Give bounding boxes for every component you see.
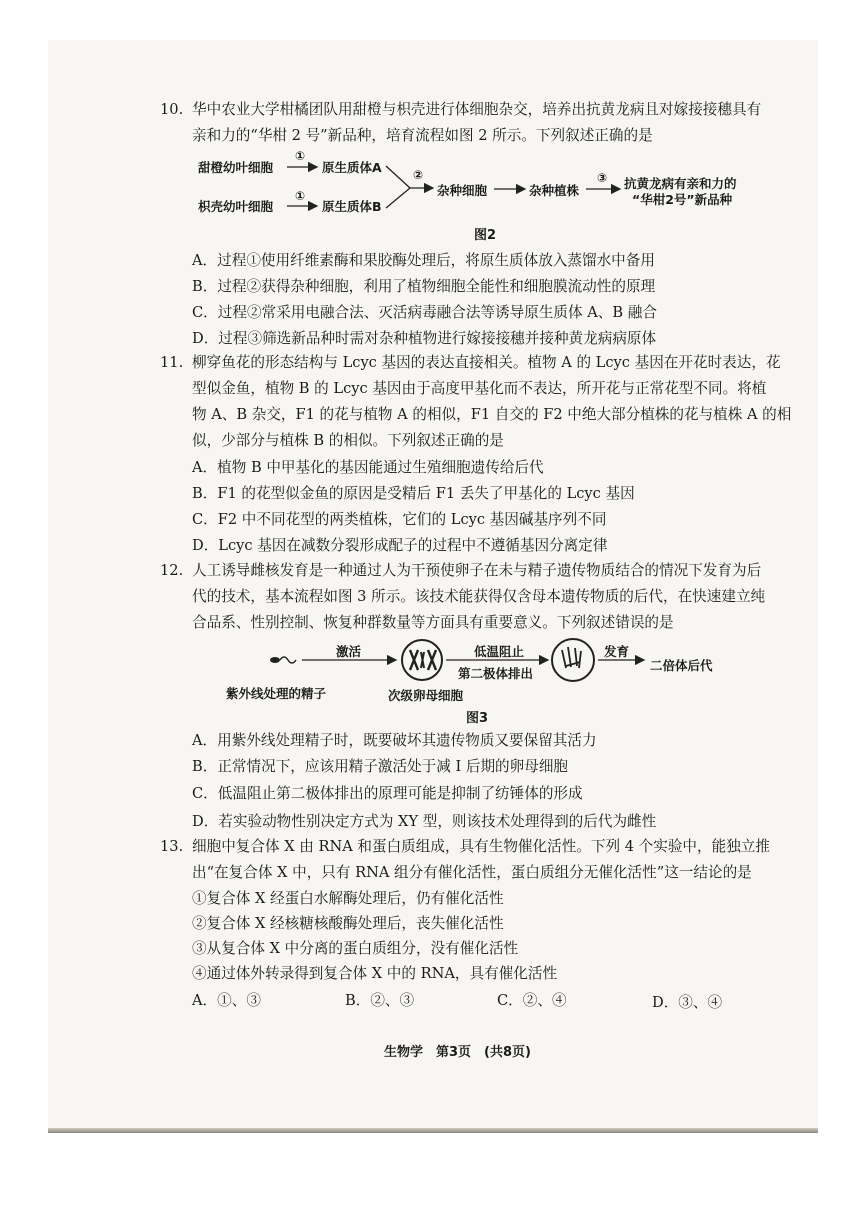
page-footer: 生物学 第3页 (共8页) [384,1045,531,1060]
fig2-step3: ③ [597,171,608,185]
fig2-step1-upper: ① [295,149,306,163]
fig2-step1-lower: ① [295,189,306,203]
q11-stem-line3: 物 A、B 杂交，F1 的花与植物 A 的相似，F1 自交的 F2 中绝大部分植株的花与植株 A 的相 [192,406,792,423]
q10-option-d: D．过程③筛选新品种时需对杂种植物进行嫁接接穗并接种黄龙病病原体 [192,330,657,347]
fig2-protoplast-b: 原生质体B [322,199,382,214]
fig3-develop-label: 发育 [604,644,630,659]
q11-option-a: A．植物 B 中甲基化的基因能通过生殖细胞遗传给后代 [192,459,544,476]
fig3-diploid-label: 二倍体后代 [650,658,713,673]
fig2-trifoliate-cell: 枳壳幼叶细胞 [198,199,274,214]
q13-experiment-2: ②复合体 X 经核糖核酸酶处理后，丧失催化活性 [192,915,504,932]
fig2-hybrid-plant: 杂种植株 [529,183,580,198]
q13-choice-b: B．②、③ [345,992,415,1009]
fig2-result-line2: “华柑2号”新品种 [632,192,733,207]
fig2-arrows [0,0,860,260]
q10-option-c: C．过程②常采用电融合法、灭活病毒融合法等诱导原生质体 A、B 融合 [192,304,657,321]
fig2-result-line1: 抗黄龙病有亲和力的 [624,176,737,191]
q12-option-b: B．正常情况下，应该用精子激活处于减 I 后期的卵母细胞 [192,758,569,775]
fig2-caption: 图2 [474,228,497,243]
cell-icon [552,639,594,681]
q10-number: 10. [160,101,184,118]
q13-experiment-4: ④通过体外转录得到复合体 X 中的 RNA，具有催化活性 [192,965,558,982]
fig3-second-polar-label: 第二极体排出 [458,666,534,681]
q13-number: 13. [160,838,184,855]
q11-option-d: D．Lcyc 基因在减数分裂形成配子的过程中不遵循基因分离定律 [192,537,608,554]
q10-option-a: A．过程①使用纤维素酶和果胶酶处理后，将原生质体放入蒸馏水中备用 [192,252,655,269]
q13-experiment-3: ③从复合体 X 中分离的蛋白质组分，没有催化活性 [192,940,519,957]
q12-option-d: D．若实验动物性别决定方式为 XY 型，则该技术处理得到的后代为雌性 [192,813,657,830]
q10-option-b: B．过程②获得杂种细胞，利用了植物细胞全能性和细胞膜流动性的原理 [192,278,656,295]
q12-option-a: A．用紫外线处理精子时，既要破坏其遗传物质又要保留其活力 [192,732,597,749]
q11-stem-line2: 型似金鱼，植物 B 的 Lcyc 基因由于高度甲基化而不表达，所开花与正常花型不同。将植 [192,380,767,397]
q13-stem-line2: 出“在复合体 X 中，只有 RNA 组分有催化活性，蛋白质组分无催化活性”这一结论的是 [192,864,752,881]
fig2-orange-cell: 甜橙幼叶细胞 [198,160,274,175]
q11-number: 11. [160,354,184,371]
q10-stem-line1: 华中农业大学柑橘团队用甜橙与枳壳进行体细胞杂交，培养出抗黄龙病且对嫁接接穗具有 [192,101,762,118]
fig3-uv-sperm-label: 紫外线处理的精子 [226,686,327,701]
fig3-low-temp-label: 低温阻止 [474,644,525,659]
fig2-step2: ② [413,168,424,182]
q12-stem-line2: 代的技术，基本流程如图 3 所示。该技术能获得仅含母本遗传物质的后代，在快速建立纯 [192,588,766,605]
q13-choice-d: D．③、④ [652,994,723,1011]
fig2-merge-lines [386,166,410,208]
scan-bottom-edge [48,1128,818,1133]
q12-option-c: C．低温阻止第二极体排出的原理可能是抑制了纺锤体的形成 [192,785,583,802]
q12-stem-line3: 合品系、性别控制、恢复种群数量等方面具有重要意义。下列叙述错误的是 [192,614,674,631]
fig3-activate-label: 激活 [336,644,362,659]
q11-option-b: B．F1 的花型似金鱼的原因是受精后 F1 丢失了甲基化的 Lcyc 基因 [192,485,635,502]
q12-stem-line1: 人工诱导雌核发育是一种通过人为干预使卵子在未与精子遗传物质结合的情况下发育为后 [192,562,762,579]
q13-choice-a: A．①、③ [192,992,261,1009]
q13-choice-c: C．②、④ [497,992,567,1009]
q10-stem-line2: 亲和力的“华柑 2 号”新品种，培育流程如图 2 所示。下列叙述正确的是 [192,127,653,144]
fig2-protoplast-a: 原生质体A [322,160,382,175]
q11-stem-line1: 柳穿鱼花的形态结构与 Lcyc 基因的表达直接相关。植物 A 的 Lcyc 基因在开花时表达，花 [192,354,781,371]
q11-option-c: C．F2 中不同花型的两类植株，它们的 Lcyc 基因碱基序列不同 [192,511,607,528]
oocyte-icon [402,640,442,680]
q13-stem-line1: 细胞中复合体 X 由 RNA 和蛋白质组成，具有生物催化活性。下列 4 个实验中，能独立推 [192,838,770,855]
q13-experiment-1: ①复合体 X 经蛋白水解酶处理后，仍有催化活性 [192,890,504,907]
fig3-caption: 图3 [466,711,489,726]
fig3-oocyte-label: 次级卵母细胞 [388,688,464,703]
sperm-icon [270,657,296,663]
q11-stem-line4: 似，少部分与植株 B 的相似。下列叙述正确的是 [192,432,504,449]
q12-number: 12. [160,562,184,579]
fig2-hybrid-cell: 杂种细胞 [437,183,488,198]
